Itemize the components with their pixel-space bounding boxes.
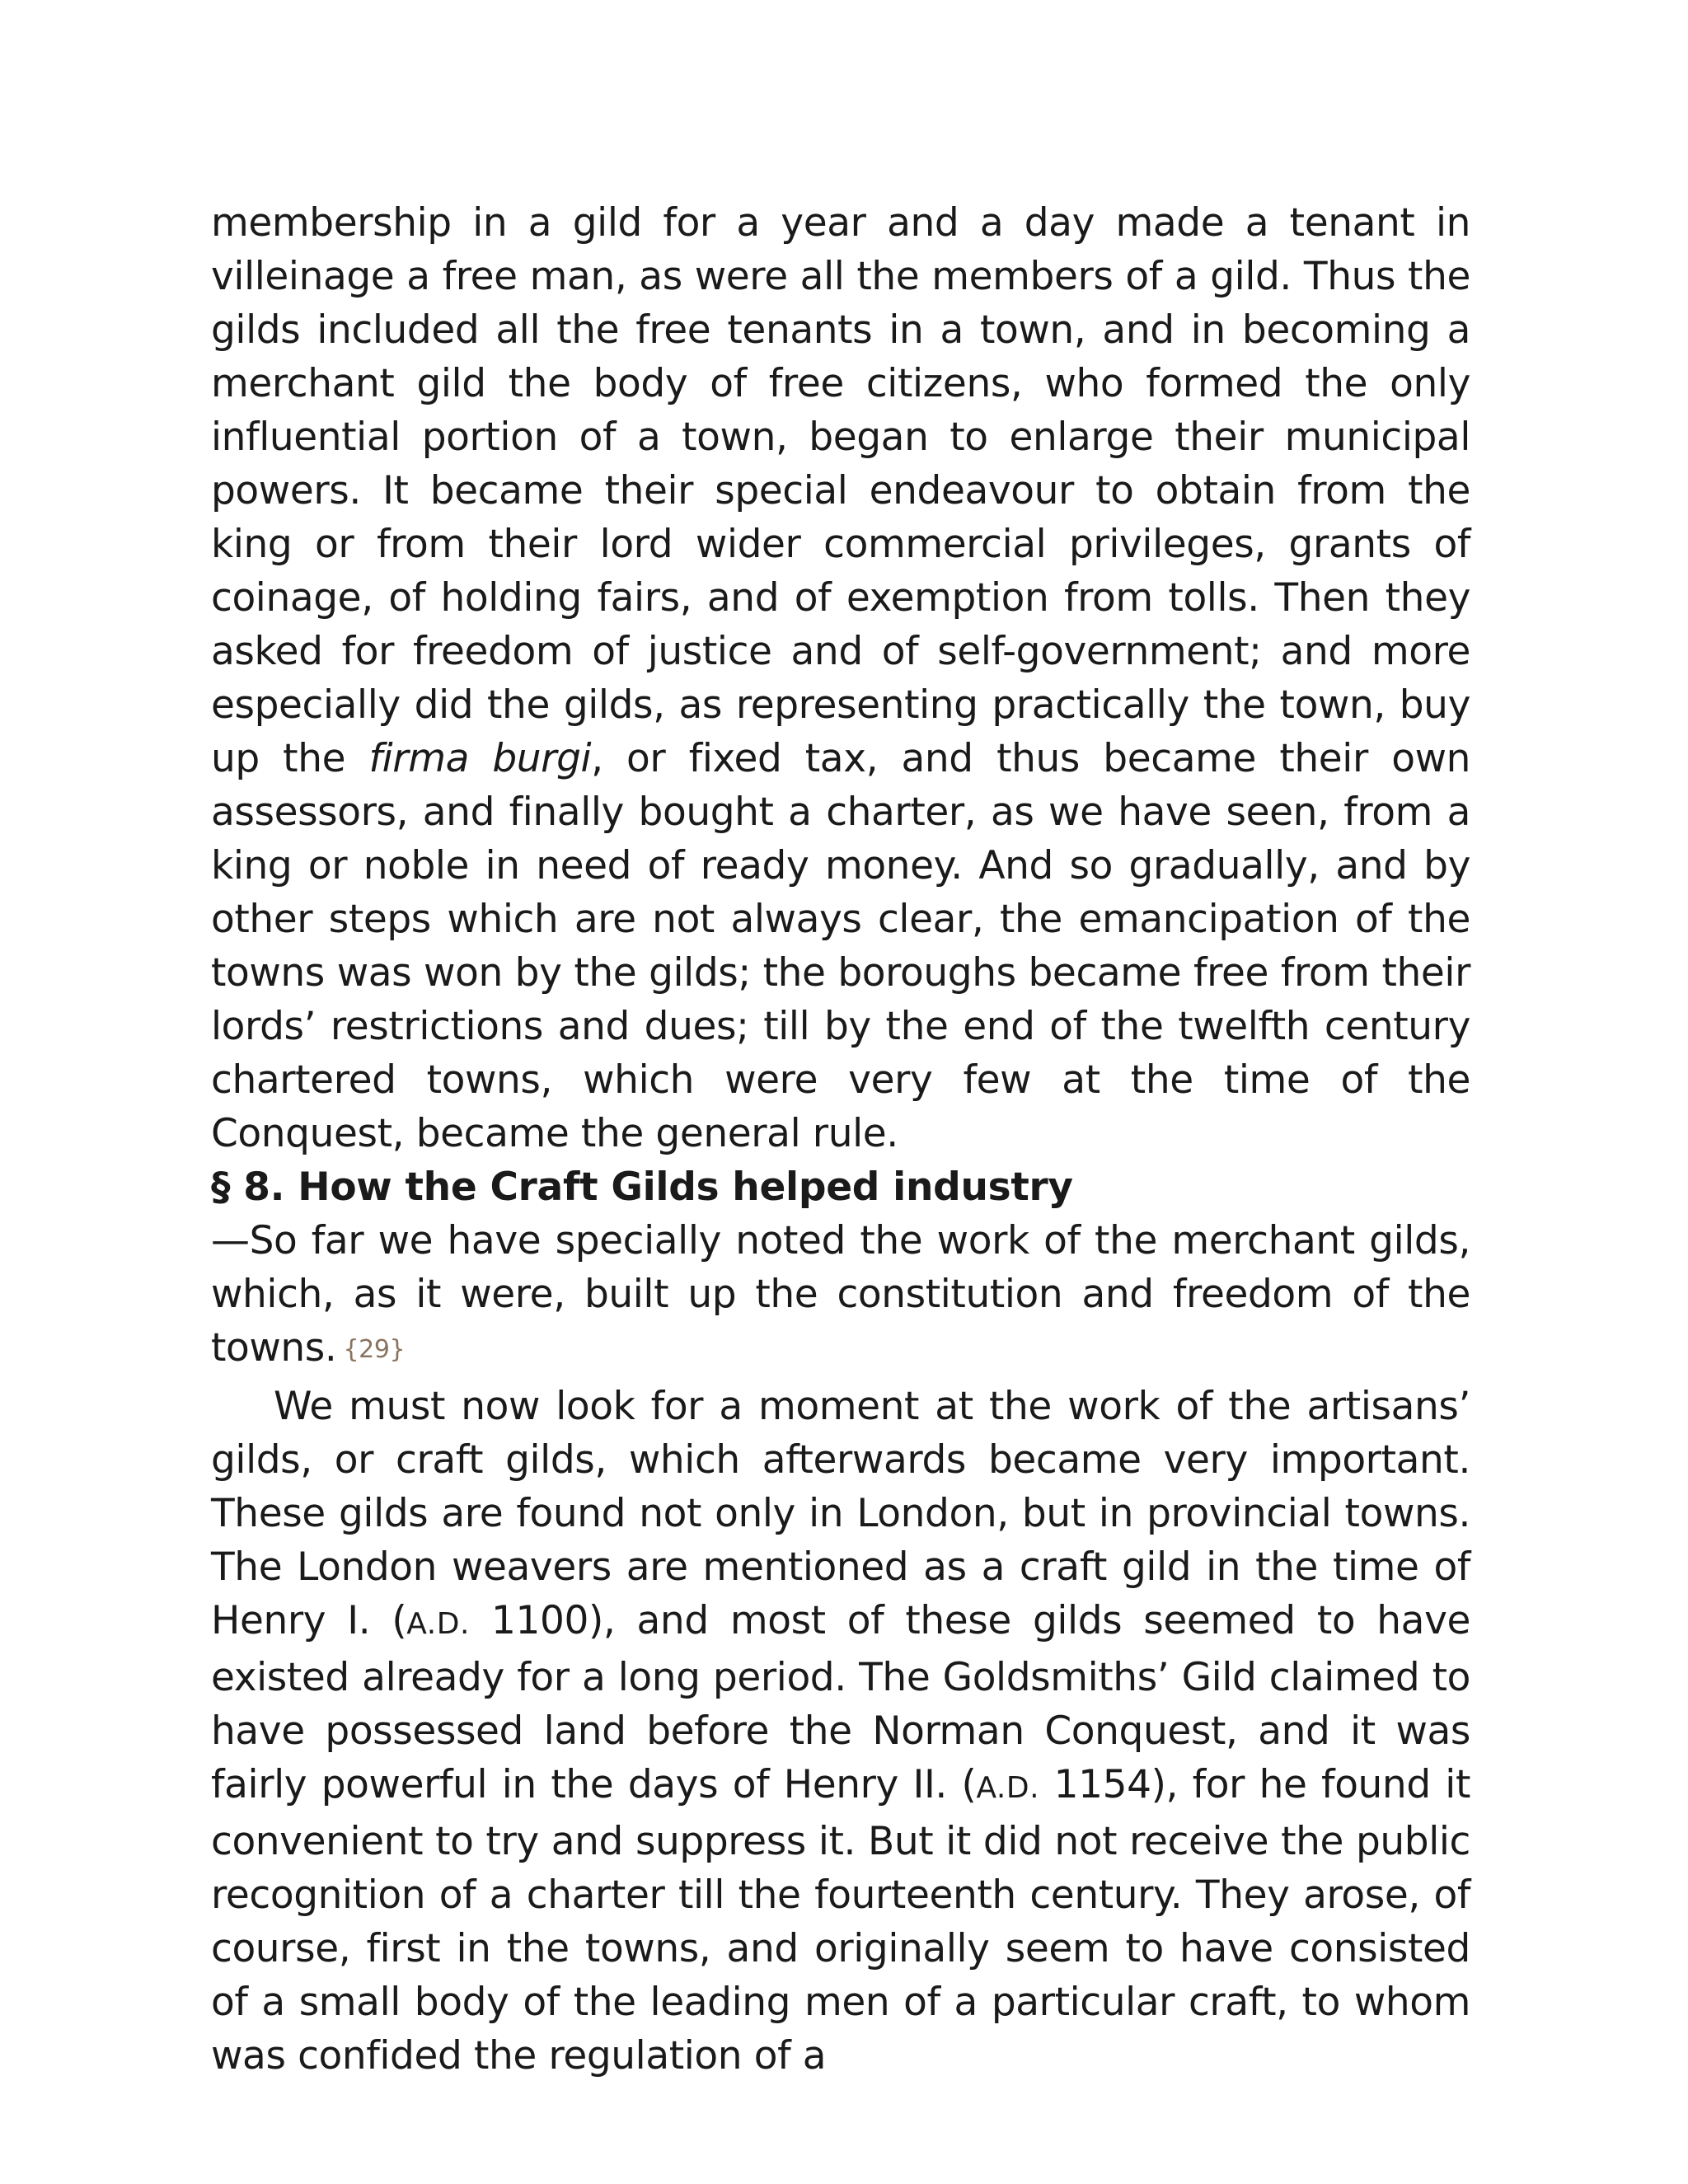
page-body [211,196,1470,2083]
paragraph-text: membership in a gild for a year and a day made a tenant in villeinage a free man, as were all the members of a gild. Thus the gilds included all the free tenants in a town, and in becoming a merchant gild the body of free citizens, who formed the only influential portion of a town, began to enlarge their municipal powers. It became their special endeavour to obtain from the king or from their lord wider commercial privileges, grants of coinage, of holding fairs, and of exemption from tolls. Then they asked for freedom of justice and of self-government; and more especially did the gilds, as representing practically the town, buy up the [211,200,1470,781]
paragraph-text: 1154), for he found it convenient to try and suppress it. But it did not receive the public recognition of a charter till the fourteenth century. They arose, of course, first in the towns, and originally seem to have consisted of a small body of the leading men of a particular craft, to whom was confided the regulation of a [211,1762,1470,2079]
paragraph-gild-membership [211,196,1470,1160]
era-abbreviation: A.D. [976,1771,1040,1805]
paragraph-craft-gilds [211,1380,1470,2083]
paragraph-text: —So far we have specially noted the work of the merchant gilds, which, as it were, built up the constitution and freedom of the towns. [211,1218,1470,1371]
paragraph-text: 1100), and most of these gilds seemed to have existed already for a long period. The Goldsmiths’ Gild claimed to have possessed land before the Norman Conquest, and it was fairly powerful in the days of Henry II. ( [211,1598,1470,1807]
page-number-marker: {29} [343,1335,406,1364]
paragraph-text: , or fixed tax, and thus became their own assessors, and finally bought a charter, as we have seen, from a king or noble in need of ready money. And so gradually, and by other steps which are not always clear, the emancipation of the towns was won by the gilds; the boroughs became free from their lords’ restrictions and dues; till by the end of the twelfth century chartered towns, which were very few at the time of the Conquest, became the general rule. [211,736,1470,1156]
section-heading: § 8. How the Craft Gilds helped industry [211,1165,1073,1210]
italic-term: firma burgi [368,736,592,781]
paragraph-text: We must now look for a moment at the work of the artisans’ gilds, or craft gilds, which afterwards became very important. These gilds are found not only in London, but in provincial towns. The London weavers are mentioned as a craft gild in the time of Henry I. ( [211,1384,1470,1643]
paragraph-merchant-gilds [211,1214,1470,1376]
era-abbreviation: A.D. [406,1607,470,1641]
